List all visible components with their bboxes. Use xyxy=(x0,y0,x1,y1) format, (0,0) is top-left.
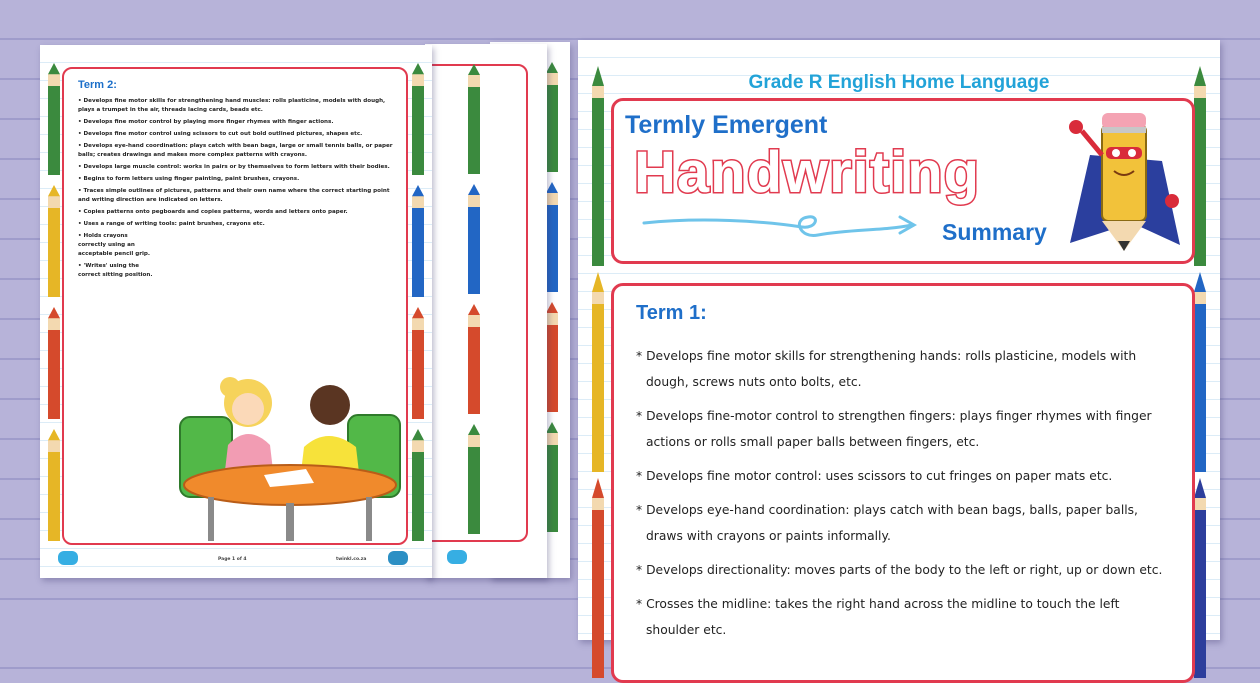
pencil-yellow-icon xyxy=(592,272,604,472)
list-item: • Develops fine motor control by playing more finger rhymes with finger actions. xyxy=(78,118,394,127)
list-item: • Copies patterns onto pegboards and copies patterns, words and letters onto paper. xyxy=(78,208,394,217)
pencil-green-icon xyxy=(546,62,558,172)
term2-list xyxy=(78,97,394,280)
list-item: • Develops fine motor control using scissors to cut out bold outlined pictures, shapes etc. xyxy=(78,130,394,139)
twinkl-logo-icon xyxy=(58,551,78,565)
pencil-superhero-mascot-icon xyxy=(1062,105,1188,255)
list-item: * Develops eye-hand coordination: plays catch with bean bags, balls, paper balls, draws with crayons or paints informally. xyxy=(636,497,1172,549)
front-sheet xyxy=(578,40,1220,640)
list-item: * Develops fine motor skills for strengthening hands: rolls plasticine, models with dough, screws nuts onto bolts, etc. xyxy=(636,343,1172,395)
list-item: • Begins to form letters using finger painting, paint brushes, crayons. xyxy=(78,175,394,184)
pencil-blue-icon xyxy=(546,182,558,292)
pencil-yellow-icon xyxy=(48,185,60,297)
children-writing-illustration xyxy=(178,367,404,543)
title-line-1: Termly Emergent xyxy=(625,111,828,139)
list-item: • 'Writes' using the correct sitting position. xyxy=(78,262,156,280)
pencil-red-icon xyxy=(592,478,604,678)
footer-page-number: Page 1 of 4 xyxy=(218,557,247,562)
term1-list xyxy=(636,343,1172,643)
pencil-green-icon xyxy=(1194,66,1206,266)
pencil-green-icon xyxy=(592,66,604,266)
title-banner xyxy=(611,98,1195,264)
pencil-navy-icon xyxy=(1194,478,1206,678)
list-item: * Crosses the midline: takes the right hand across the midline to touch the left shoulder etc. xyxy=(636,591,1172,643)
list-item: • Holds crayons correctly using an acceptable pencil grip. xyxy=(78,232,156,259)
grade-title: Grade R English Home Language xyxy=(748,72,1050,93)
list-item: * Develops fine motor control: uses scissors to cut fringes on paper mats etc. xyxy=(636,463,1172,489)
back-sheet-2 xyxy=(425,44,547,578)
pencil-green-icon xyxy=(412,63,424,175)
pencil-blue-icon xyxy=(468,184,480,294)
badge-icon xyxy=(388,551,408,565)
pencil-blue-icon xyxy=(412,185,424,297)
term2-heading: Term 2: xyxy=(78,79,117,91)
list-item: • Traces simple outlines of pictures, patterns and their own name where the correct starting point and writing direction are indicated on letters. xyxy=(78,187,394,205)
pencil-red-icon xyxy=(412,307,424,419)
title-main: Handwriting xyxy=(634,140,981,205)
list-item: • Develops eye-hand coordination: plays catch with bean bags, large or small tennis balls, or paper balls; creates drawings and makes more complex patterns with crayons. xyxy=(78,142,394,160)
pencil-green-icon xyxy=(546,422,558,532)
pencil-green-icon xyxy=(412,429,424,541)
pencil-green-icon xyxy=(48,63,60,175)
pencil-red-icon xyxy=(546,302,558,412)
term1-content-box xyxy=(611,283,1195,683)
footer-site: twinkl.co.za xyxy=(336,557,367,562)
term1-heading: Term 1: xyxy=(636,302,707,324)
pencil-green-icon xyxy=(468,64,480,174)
list-item: • Develops large muscle control: works in pairs or by themselves to form letters with their bodies. xyxy=(78,163,394,172)
handwriting-swirl-icon xyxy=(642,209,922,245)
list-item: * Develops directionality: moves parts of the body to the left or right, up or down etc. xyxy=(636,557,1172,583)
pencil-red-icon xyxy=(48,307,60,419)
pencil-blue-icon xyxy=(1194,272,1206,472)
list-item: • Uses a range of writing tools: paint brushes, crayons etc. xyxy=(78,220,394,229)
list-item: * Develops fine-motor control to strengthen fingers: plays finger rhymes with finger actions or rolls small paper balls between fingers, etc. xyxy=(636,403,1172,455)
pencil-red-icon xyxy=(468,304,480,414)
twinkl-logo-icon xyxy=(447,550,467,564)
back-sheet-term2 xyxy=(40,45,432,578)
title-line-3: Summary xyxy=(942,219,1047,245)
pencil-yellow-icon xyxy=(48,429,60,541)
pencil-green-icon xyxy=(468,424,480,534)
list-item: • Develops fine motor skills for strengthening hand muscles: rolls plasticine, models with dough, plays a trumpet in the air, threads lacing cards, beads etc. xyxy=(78,97,394,115)
